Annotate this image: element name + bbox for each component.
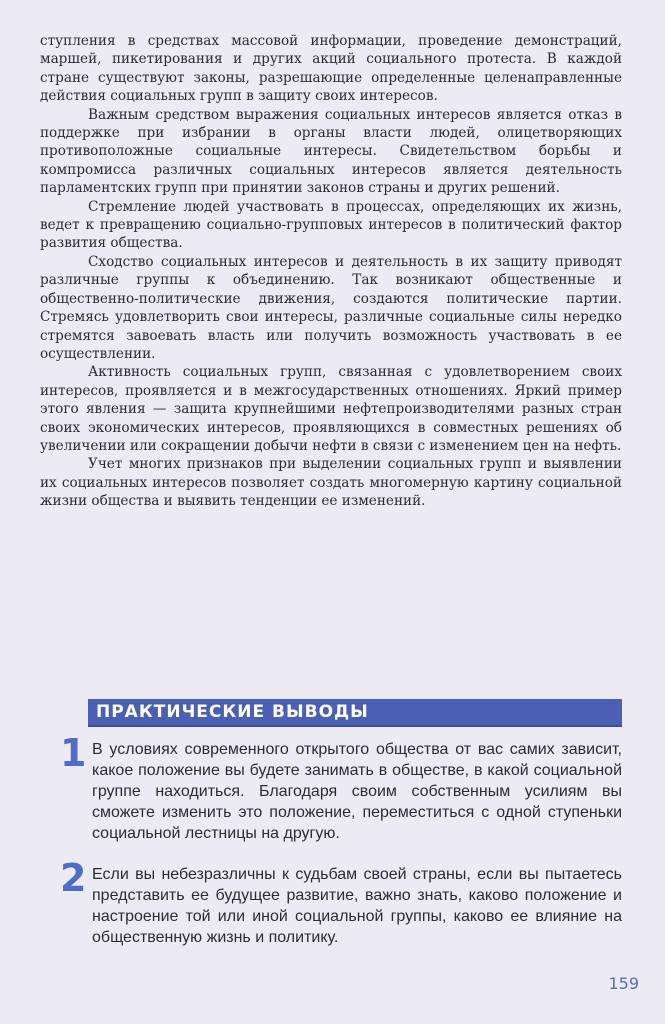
paragraph: Активность социальных групп, связанная с удовлетворением своих интересов, проявляется и в межгосударственных отношениях. Яркий пример этого явления — защита крупнейшими нефтепроизводителями разных стран своих экономических интересов, проявляющихся в совместных решениях об увеличении или сокращении добычи нефти в связи с изменением цен на нефть. (40, 364, 622, 454)
conclusion-text: Если вы небезразличны к судьбам своей страны, если вы пытаетесь представить ее будущее развитие, важно знать, каково положение и настроение той или иной социальной группы, каково ее влияние на общественную жизнь и политику. (92, 866, 622, 946)
conclusion-number: 1 (60, 731, 87, 775)
conclusion-number: 2 (60, 856, 87, 900)
main-text (40, 32, 622, 511)
paragraph: Учет многих признаков при выделении социальных групп и выявлении их социальных интересов позволяет создать многомерную картину социальной жизни общества и выявить тенденции ее изменений. (40, 456, 622, 510)
conclusion-item (60, 731, 622, 844)
paragraph: Стремление людей участвовать в процессах, определяющих их жизнь, ведет к превращению социально-групповых интересов в политический фактор развития общества. (40, 198, 622, 252)
conclusion-text: В условиях современного открытого общества от вас самих зависит, какое положение вы будете занимать в обществе, в какой социальной группе находиться. Благодаря своим собственным усилиям вы сможете изменить это положение, переместиться с одной ступеньки социальной лестницы на другую. (92, 741, 622, 842)
paragraph: Сходство социальных интересов и деятельность в их защиту приводят различные группы к объединению. Так возникают общественные и общественно-политические движения, создаются политические партии. Стремясь удовлетворить свои интересы, различные социальные силы нередко стремятся завоевать власть или получить возможность участвовать в ее осуществлении. (40, 253, 622, 362)
paragraph: Важным средством выражения социальных интересов является отказ в поддержке при избрании в органы власти людей, олицетворяющих противоположные социальные интересы. Свидетельством борьбы и компромисса различных социальных интересов является деятельность парламентских групп при принятии законов страны и других решений. (40, 106, 622, 197)
page-number: 159 (608, 974, 639, 993)
paragraph: ступления в средствах массовой информации, проведение демонстраций, маршей, пикетирования и других акций социального протеста. В каждой стране существуют законы, разрешающие определенные целенаправленные действия социальных групп в защиту своих интересов. (40, 33, 622, 105)
conclusion-item (60, 856, 622, 948)
section-header (88, 699, 622, 727)
section-title: ПРАКТИЧЕСКИЕ ВЫВОДЫ (96, 702, 369, 722)
